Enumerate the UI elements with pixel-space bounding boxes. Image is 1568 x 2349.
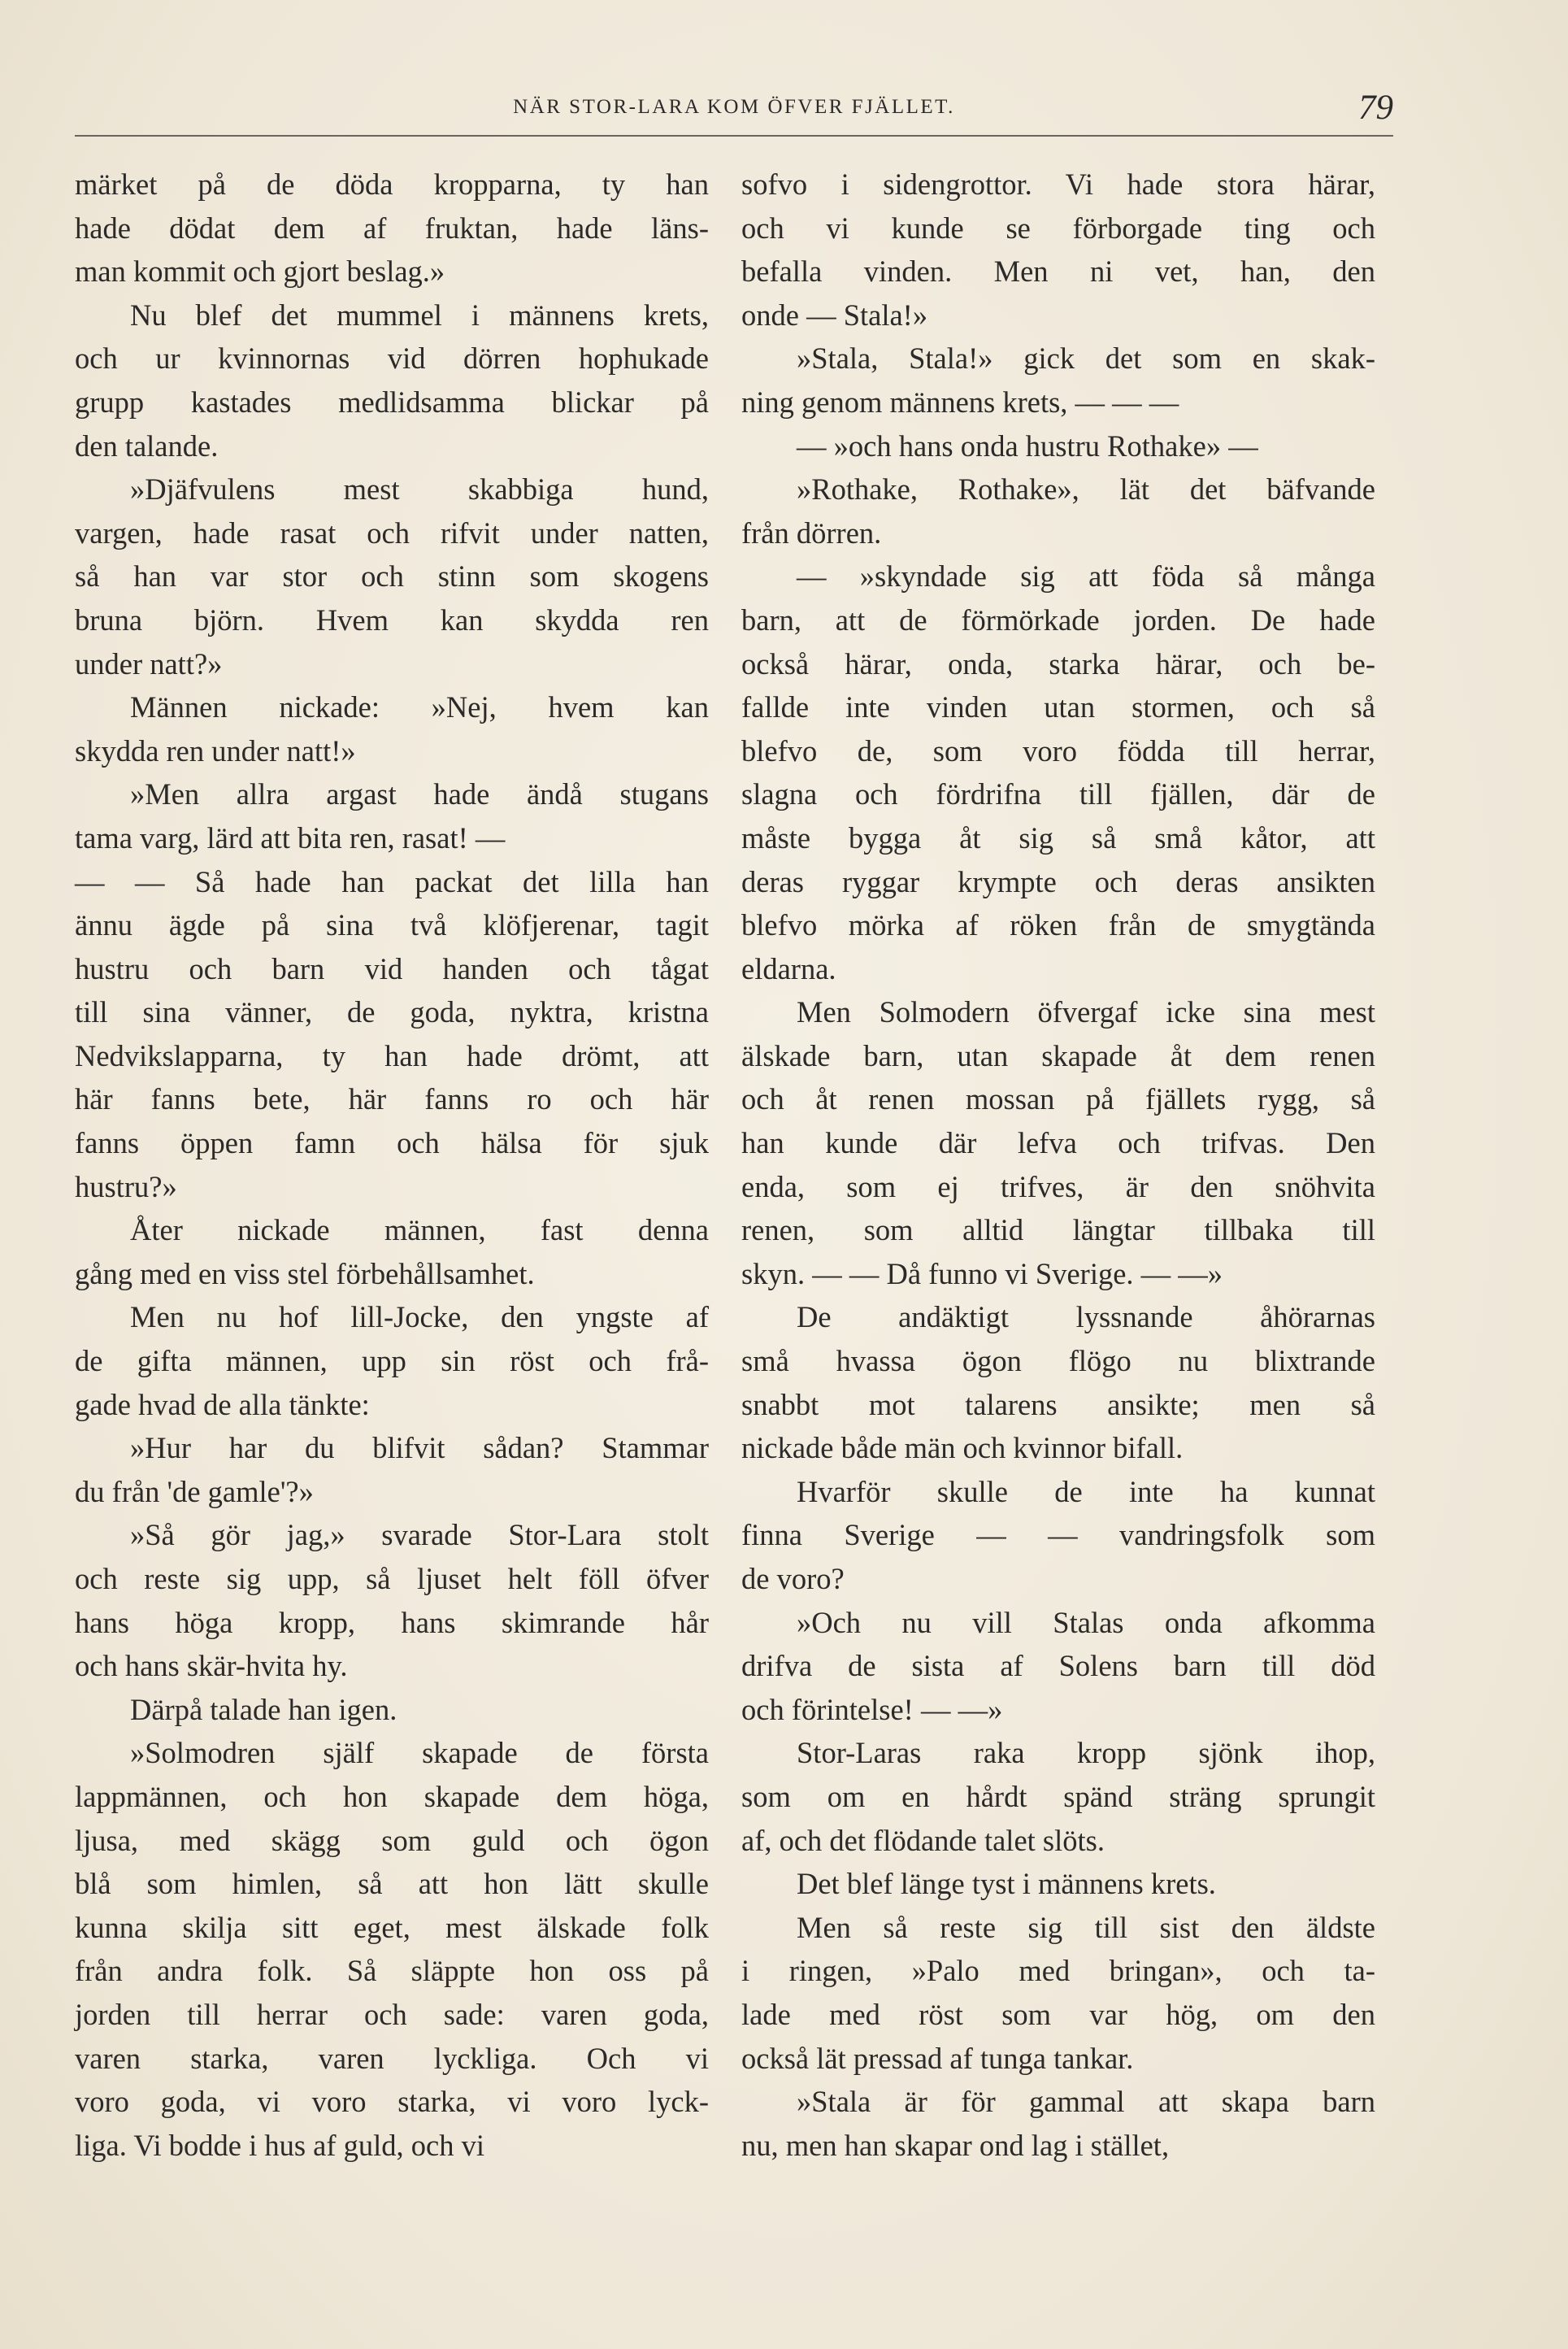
text-line: tama varg, lärd att bita ren, rasat! — (75, 820, 506, 855)
text-line: grupp kastades medlidsamma blickar på (75, 385, 709, 419)
text-line: af, och det flödande talet slöts. (741, 1823, 1105, 1857)
text-line: Därpå talade han igen. (130, 1692, 397, 1726)
paragraph (75, 163, 709, 294)
text-line: »Hur har du blifvit sådan? Stammar (130, 1431, 709, 1465)
paragraph (75, 468, 709, 685)
text-line: Hvarför skulle de inte ha kunnat (797, 1474, 1375, 1508)
paragraph (75, 294, 709, 468)
text-line: ljusa, med skägg som guld och ögon (75, 1823, 709, 1857)
text-line: befalla vinden. Men ni vet, han, den (741, 254, 1375, 289)
text-line: blefvo de, som voro födda till herrar, (741, 733, 1375, 768)
text-line: Det blef länge tyst i männens krets. (797, 1867, 1216, 1901)
text-line: — — Så hade han packat det lilla han (75, 864, 709, 898)
text-line: man kommit och gjort beslag.» (75, 254, 445, 289)
text-line: slagna och fördrifna till fjällen, där de (741, 777, 1375, 811)
paragraph (75, 1295, 709, 1426)
text-line: Åter nickade männen, fast denna (130, 1213, 709, 1247)
paragraph (741, 424, 1375, 468)
text-line: deras ryggar krympte och deras ansikten (741, 864, 1375, 898)
text-line: till sina vänner, de goda, nyktra, kristna (75, 995, 709, 1029)
text-line: bruna björn. Hvem kan skydda ren (75, 602, 709, 637)
text-line: Men nu hof lill-Jocke, den yngste af (130, 1300, 709, 1334)
text-line: »Solmodren själf skapade de första (130, 1736, 709, 1770)
paragraph (741, 1295, 1375, 1469)
text-line: så han var stor och stinn som skogens (75, 559, 709, 594)
text-line: Men Solmodern öfvergaf icke sina mest (797, 995, 1375, 1029)
paragraph (75, 1731, 709, 2167)
text-line: fallde inte vinden utan stormen, och så (741, 690, 1375, 724)
paragraph (741, 1470, 1375, 1601)
text-line: De andäktigt lyssnande åhörarnas (797, 1300, 1375, 1334)
text-line: nu, men han skapar ond lag i stället, (741, 2128, 1170, 2162)
text-line: skydda ren under natt!» (75, 733, 356, 768)
text-line: små hvassa ögon flögo nu blixtrande (741, 1344, 1375, 1378)
text-line: de gifta männen, upp sin röst och frå- (75, 1344, 709, 1378)
text-line: — »och hans onda hustru Rothake» — (797, 428, 1258, 463)
text-line: kunna skilja sitt eget, mest älskade folk (75, 1910, 709, 1944)
text-line: vargen, hade rasat och rifvit under natten, (75, 515, 709, 550)
paragraph (75, 1208, 709, 1295)
text-line: hustru och barn vid handen och tågat (75, 951, 709, 985)
text-line: »Stala, Stala!» gick det som en skak- (797, 341, 1375, 376)
text-line: ning genom männens krets, — — — (741, 385, 1179, 419)
text-line: här fanns bete, här fanns ro och här (75, 1082, 709, 1116)
paragraph (75, 1513, 709, 1687)
paragraph (741, 1906, 1375, 2080)
text-line: nickade både män och kvinnor bifall. (741, 1431, 1184, 1465)
text-line: onde — Stala!» (741, 298, 928, 332)
text-line: under natt?» (75, 646, 223, 681)
text-line: från dörren. (741, 515, 882, 550)
text-line: hans höga kropp, hans skimrande hår (75, 1605, 709, 1639)
text-line: lade med röst som var hög, om den (741, 1997, 1375, 2031)
text-line: enda, som ej trifves, är den snöhvita (741, 1169, 1375, 1203)
text-line: »Men allra argast hade ändå stugans (130, 777, 709, 811)
text-line: voro goda, vi voro starka, vi voro lyck- (75, 2085, 709, 2119)
text-line: renen, som alltid längtar tillbaka till (741, 1213, 1375, 1247)
paragraph (741, 990, 1375, 1295)
text-line: och vi kunde se förborgade ting och (741, 211, 1375, 245)
text-line: »Och nu vill Stalas onda afkomma (797, 1605, 1375, 1639)
text-line: »Så gör jag,» svarade Stor-Lara stolt (130, 1518, 709, 1552)
text-line: och reste sig upp, så ljuset helt föll öfver (75, 1562, 709, 1595)
text-line: blefvo mörka af röken från de smygtända (741, 908, 1375, 942)
text-line: — »skyndade sig att föda så många (797, 559, 1375, 594)
text-line: i ringen, »Palo med bringan», och ta- (741, 1954, 1375, 1988)
text-line: lappmännen, och hon skapade dem höga, (75, 1779, 709, 1813)
text-line: märket på de döda kropparna, ty han (75, 167, 709, 201)
paragraph (75, 1688, 709, 1732)
text-line: »Rothake, Rothake», lät det bäfvande (797, 472, 1375, 507)
text-line: och hans skär-hvita hy. (75, 1649, 348, 1683)
text-line: fanns öppen famn och hälsa för sjuk (75, 1126, 709, 1160)
text-line: han kunde där lefva och trifvas. Den (741, 1126, 1375, 1160)
paragraph (741, 1862, 1375, 1906)
left-column (75, 163, 709, 2167)
text-line: också härar, onda, starka härar, och be- (741, 646, 1375, 681)
text-line: skyn. — — Då funno vi Sverige. — —» (741, 1256, 1223, 1290)
paragraph (741, 1601, 1375, 1732)
text-line: Männen nickade: »Nej, hvem kan (130, 690, 709, 724)
page-number: 79 (1358, 89, 1393, 127)
text-line: liga. Vi bodde i hus af guld, och vi (75, 2128, 485, 2162)
text-line: ännu ägde på sina två klöfjerenar, tagit (75, 908, 709, 942)
text-line: och förintelse! — —» (741, 1692, 1003, 1726)
text-line: älskade barn, utan skapade åt dem renen (741, 1038, 1375, 1072)
paragraph (75, 772, 709, 859)
text-line: från andra folk. Så släppte hon oss på (75, 1954, 709, 1988)
text-line: den talande. (75, 428, 219, 463)
text-line: gång med en viss stel förbehållsamhet. (75, 1256, 535, 1290)
text-line: gade hvad de alla tänkte: (75, 1387, 370, 1421)
text-line: sofvo i sidengrottor. Vi hade stora härar, (741, 167, 1375, 201)
text-line: också lät pressad af tunga tankar. (741, 2041, 1134, 2075)
paragraph (741, 337, 1375, 424)
text-line: måste bygga åt sig så små kåtor, att (741, 820, 1375, 855)
paragraph (741, 2080, 1375, 2167)
text-line: Nu blef det mummel i männens krets, (130, 298, 709, 332)
text-line: »Stala är för gammal att skapa barn (797, 2085, 1375, 2119)
right-column (741, 163, 1375, 2167)
text-line: hade dödat dem af fruktan, hade läns- (75, 211, 709, 245)
paragraph (741, 468, 1375, 555)
text-line: och ur kvinnornas vid dörren hophukade (75, 341, 709, 376)
running-head (75, 88, 1393, 135)
paragraph (741, 163, 1375, 337)
text-line: jorden till herrar och sade: varen goda, (75, 1997, 709, 2031)
text-line: eldarna. (741, 951, 836, 985)
text-line: barn, att de förmörkade jorden. De hade (741, 602, 1375, 637)
text-line: hustru?» (75, 1169, 177, 1203)
header-rule (75, 135, 1393, 137)
text-line: varen starka, varen lyckliga. Och vi (75, 2041, 709, 2075)
running-title: NÄR STOR-LARA KOM ÖFVER FJÄLLET. (513, 96, 955, 118)
text-line: »Djäfvulens mest skabbiga hund, (130, 472, 709, 507)
text-line: Stor-Laras raka kropp sjönk ihop, (797, 1736, 1375, 1770)
paragraph (75, 685, 709, 772)
text-line: drifva de sista af Solens barn till död (741, 1649, 1375, 1683)
text-line: du från 'de gamle'?» (75, 1474, 314, 1508)
paragraph (741, 555, 1375, 990)
paragraph (75, 1426, 709, 1513)
text-line: snabbt mot talarens ansikte; men så (741, 1387, 1375, 1421)
text-line: Men så reste sig till sist den äldste (797, 1910, 1375, 1944)
text-line: finna Sverige — — vandringsfolk som (741, 1518, 1375, 1552)
paragraph (75, 860, 709, 1209)
text-line: Nedvikslapparna, ty han hade drömt, att (75, 1038, 709, 1072)
text-line: som om en hårdt spänd sträng sprungit (741, 1779, 1375, 1813)
paragraph (741, 1731, 1375, 1862)
text-line: de voro? (741, 1562, 845, 1595)
text-line: blå som himlen, så att hon lätt skulle (75, 1867, 709, 1901)
text-line: och åt renen mossan på fjällets rygg, så (741, 1082, 1375, 1116)
